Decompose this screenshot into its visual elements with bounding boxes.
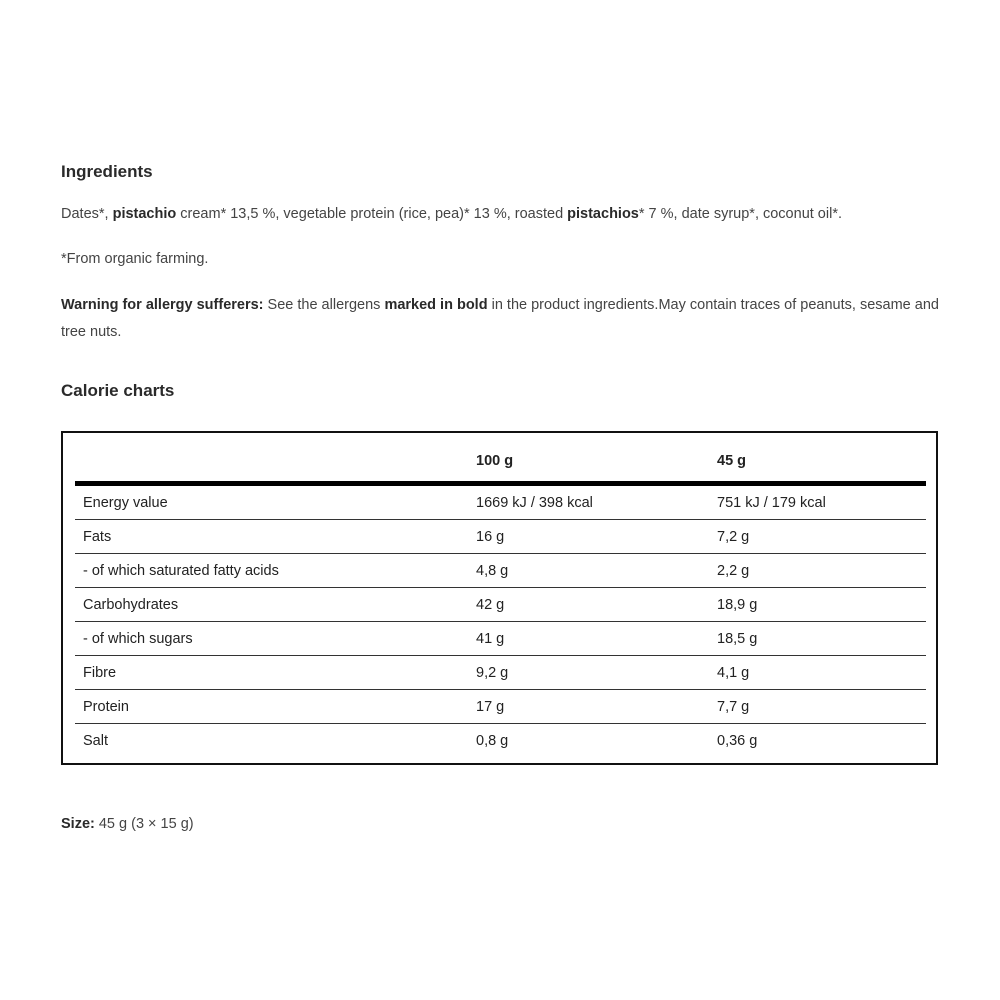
value-45g: 7,7 g [717, 690, 926, 724]
table-row [75, 690, 926, 724]
table-header-row [75, 449, 926, 484]
organic-footnote: *From organic farming. [61, 251, 209, 267]
ingredients-text [61, 201, 941, 228]
allergy-warning-text: in the product ingredients.May contain traces of peanuts, sesame and tree nuts. [61, 297, 939, 340]
table-row [75, 554, 926, 588]
value-100g: 16 g [476, 520, 717, 554]
allergy-warning-label: Warning for allergy sufferers: [61, 297, 264, 313]
value-100g: 9,2 g [476, 656, 717, 690]
ingredient-part-bold: pistachios [567, 206, 639, 222]
column-header-45g: 45 g [717, 449, 926, 484]
value-45g: 7,2 g [717, 520, 926, 554]
nutrient-name: Salt [83, 732, 108, 749]
value-100g: 0,8 g [476, 732, 509, 749]
value-100g: 17 g [476, 690, 717, 724]
value-45g: 751 kJ / 179 kcal [717, 484, 926, 520]
nutrient-name: - of which sugars [75, 622, 476, 656]
value-100g: 4,8 g [476, 554, 717, 588]
value-45g: 18,5 g [717, 622, 926, 656]
nutrient-name: Fats [75, 520, 476, 554]
nutrient-name: Energy value [75, 484, 476, 520]
column-header [75, 449, 476, 484]
value-100g: 1669 kJ / 398 kcal [476, 484, 717, 520]
size-label: Size: [61, 816, 95, 832]
nutrient-name: Carbohydrates [75, 588, 476, 622]
ingredient-part: * 7 %, date syrup*, coconut oil*. [638, 206, 842, 222]
value-45g: 2,2 g [717, 554, 926, 588]
value-45g: 18,9 g [717, 588, 926, 622]
value-45g: 4,1 g [717, 656, 926, 690]
size-value: 45 g (3 × 15 g) [94, 816, 194, 832]
nutrition-table-box [61, 431, 938, 765]
table-row [75, 656, 926, 690]
allergy-warning-text: See the allergens [263, 297, 385, 313]
allergy-warning-bold: marked in bold [384, 297, 488, 313]
nutrition-table [75, 449, 926, 757]
value-100g: 41 g [476, 622, 717, 656]
ingredients-heading: Ingredients [61, 162, 153, 181]
table-row [75, 520, 926, 554]
column-header-100g: 100 g [476, 449, 717, 484]
table-row [75, 484, 926, 520]
value-45g: 0,36 g [717, 732, 758, 749]
nutrient-name: Protein [75, 690, 476, 724]
table-row [75, 588, 926, 622]
calorie-heading: Calorie charts [61, 381, 175, 400]
value-100g: 42 g [476, 588, 717, 622]
size-info [61, 811, 941, 838]
nutrient-name: Fibre [75, 656, 476, 690]
ingredient-part: cream* 13,5 %, vegetable protein (rice, pea)* 13 %, roasted [176, 206, 568, 222]
table-row [75, 622, 926, 656]
ingredient-part: Dates*, [61, 206, 113, 222]
table-row [75, 724, 926, 758]
nutrient-name: - of which saturated fatty acids [75, 554, 476, 588]
ingredient-part-bold: pistachio [112, 206, 177, 222]
allergy-warning [61, 292, 941, 346]
